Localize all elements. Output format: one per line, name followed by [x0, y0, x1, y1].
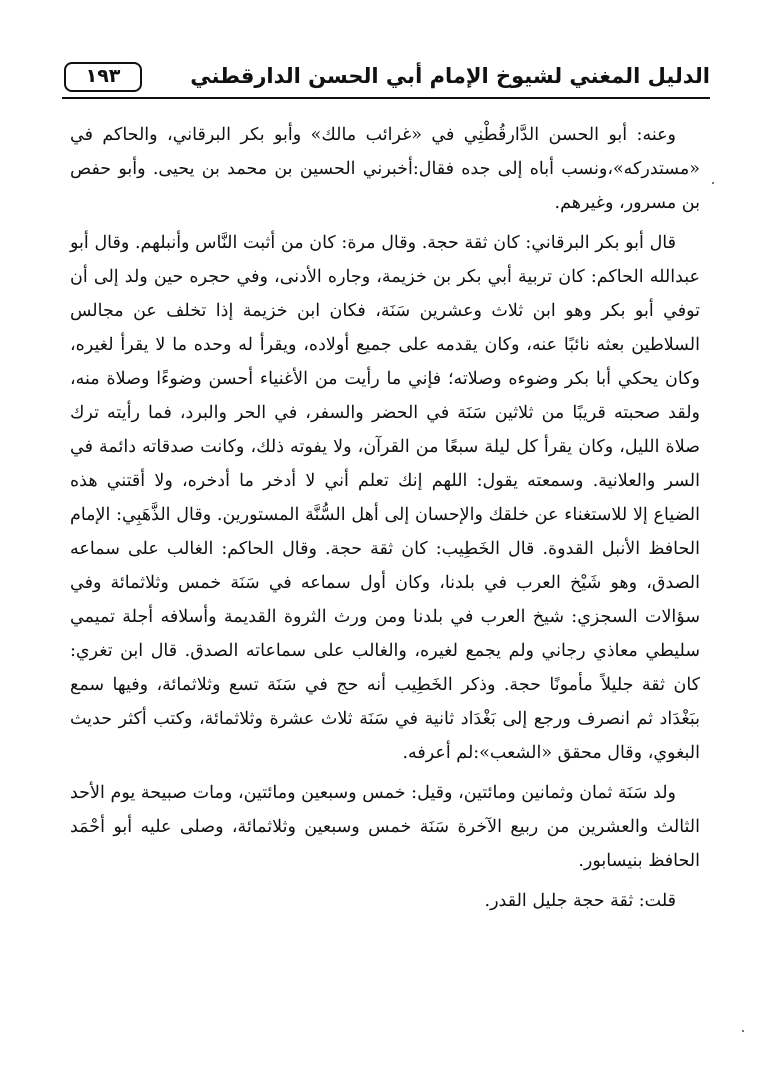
paragraph-birth-death: ولد سَنَة ثمان وثمانين ومائتين، وقيل: خمس وسبعين ومائتين، ومات صبيحة يوم الأحد الثالث والعشرين من ربيع الآخرة سَنَة خمس وسبعين وثلاثمائة، وصلى عليه أبو أحْمَد الحافظ بنيسابور. [70, 783, 700, 871]
running-title: الدليل المغني لشيوخ الإمام أبي الحسن الدارقطني [190, 64, 710, 88]
page-number: ١٩٣ [64, 62, 142, 92]
page-header [62, 60, 710, 100]
paragraph-verdict: قلت: ثقة حجة جليل القدر. [484, 891, 676, 911]
header-divider [62, 97, 710, 99]
paragraph-biography: قال أبو بكر البرقاني: كان ثقة حجة. وقال مرة: كان من أثبت النَّاس وأنبلهم. وقال أبو عبدالله الحاكم: كان تربية أبي بكر بن خزيمة، وجاره الأدنى، وفي حجره حين ولد إلى أن توفي أبو بكر وهو ابن ثلاث وعشرين سَنَة، فكان ابن خزيمة إذا تخلف عن مجالس السلاطين بعثه نائبًا عنه، وكان يقدمه على جميع أولاده، ويقرأ له وحده ما لا يقرأ لغيره، وكان يحكي أبا بكر وضوءه وصلاته؛ فإني ما رأيت من الأغنياء أحسن وضوءًا وصلاة منه، ولقد صحبته قريبًا من ثلاثين سَنَة في الحضر والسفر، في الحر والبرد، فما رأيته ترك صلاة الليل، وكان يقرأ كل ليلة سبعًا من القرآن، ولا يفوته ذلك، وكانت صدقاته دائمة في السر والعلانية. وسمعته يقول: اللهم إنك تعلم أني لا أدخر ما أدخره، ولا أقتني هذه الضياع إلا للاستغناء عن خلقك والإحسان إلى أهل السُّنَّة المستورين. وقال الذَّهَبِي: الإمام الحافظ الأنبل القدوة. قال الخَطِيب: كان ثقة حجة. وقال الحاكم: الغالب على سماعه الصدق، وهو شَيْخ العرب في بلدنا، وكان أول سماعه في سَنَة خمس وثلاثمائة وفي سؤالات السجزي: شيخ العرب في بلدنا ومن ورث الثروة القديمة وأسلافه أجلة تميمي سليطي معاذي رجاني ولم يجمع لغيره، والغالب على سماعاته الصدق. قال ابن تغري: كان ثقة جليلاً مأمونًا حجة. وذكر الخَطِيب أنه حج في سَنَة تسع وثلاثمائة، وفيها سمع ببَغْدَاد ثم انصرف ورجع إلى بَغْدَاد ثانية في سَنَة ثلاث عشرة وثلاثمائة، وكتب أكثر حديث البغوي، وقال محقق «الشعب»:لم أعرفه. [70, 233, 700, 763]
paragraph-narrators: وعنه: أبو الحسن الدَّارقُطْنِي في «غرائب مالك» وأبو بكر البرقاني، والحاكم في «مستدركه»،ونسب أباه إلى جده فقال:أخبرني الحسين بن محمد بن يحيى. وأبو حفص بن مسرور، وغيرهم. [70, 125, 700, 213]
scan-speck [712, 182, 714, 184]
scan-speck [742, 1030, 744, 1032]
main-text [70, 118, 700, 918]
